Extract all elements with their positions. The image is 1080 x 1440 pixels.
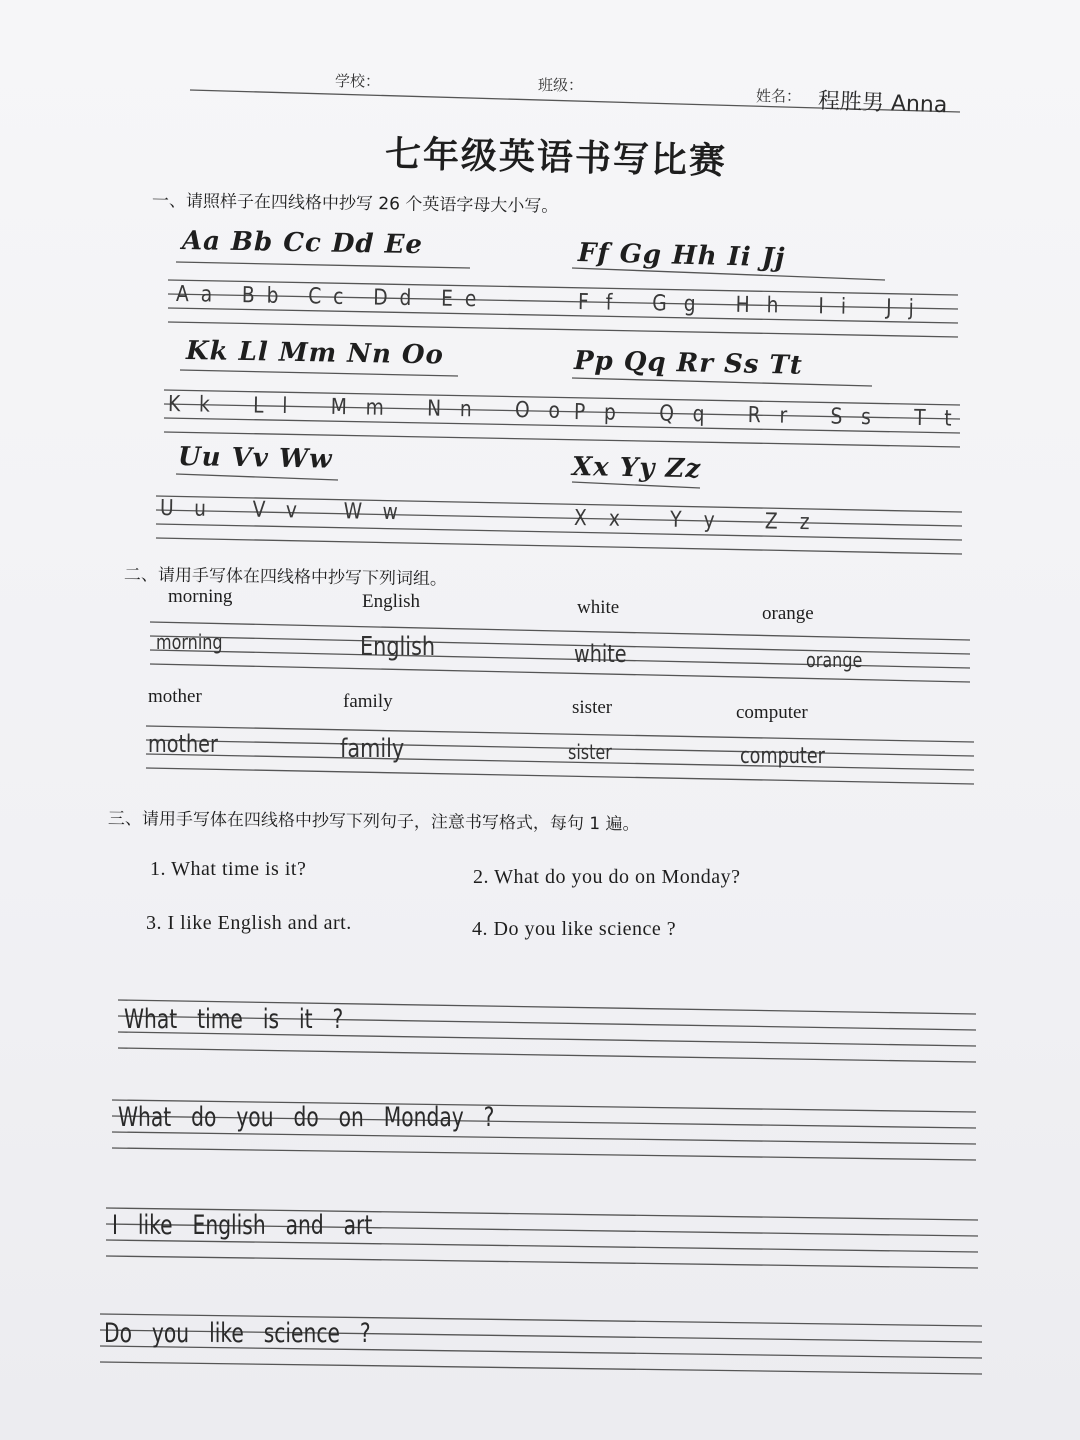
- handwritten-letters: Aa Bb Cc Dd Ee: [175, 282, 489, 313]
- model-letters: Uu Vv Ww: [177, 442, 333, 475]
- word-orange: orange: [762, 603, 814, 624]
- section3-instruction: 三、请用手写体在四线格中抄写下列句子，注意书写格式，每句 1 遍。: [107, 809, 640, 835]
- handwritten-letters: Uu Vv Ww: [159, 496, 419, 526]
- model-line: [176, 262, 470, 268]
- handwritten-word: sister: [568, 740, 612, 764]
- model-line: [572, 378, 872, 386]
- handwritten-sentence: What do you do on Monday ?: [118, 1102, 495, 1133]
- handwritten-letters: Xx Yy Zz: [573, 506, 832, 536]
- handwritten-word: white: [574, 640, 627, 668]
- page-title: 七年级英语书写比赛: [384, 134, 728, 183]
- handwritten-word: morning: [156, 630, 223, 654]
- section2-instruction: 二、请用手写体在四线格中抄写下列词组。: [123, 565, 448, 590]
- handwritten-letters: Pp Qq Rr Ss Tt: [573, 400, 971, 432]
- model-letters: Aa Bb Cc Dd Ee: [181, 226, 424, 261]
- handwritten-letters: Ff Gg Hh Ii Jj: [577, 290, 931, 322]
- name-value: 程胜男 Anna: [817, 88, 948, 119]
- handwritten-sentence: I like English and art: [112, 1210, 373, 1241]
- handwritten-sentence: What time is it ?: [124, 1004, 344, 1035]
- model-letters: Pp Qq Rr Ss Tt: [573, 346, 804, 381]
- handwritten-word: computer: [740, 744, 825, 769]
- handwritten-sentence: Do you like science ?: [104, 1318, 371, 1349]
- handwritten-letters: Kk Ll Mm Nn Oo: [167, 392, 579, 425]
- model-letters: Kk Ll Mm Nn Oo: [185, 336, 445, 371]
- sentence-2: 2. What do you do on Monday?: [473, 866, 741, 888]
- word-sister: sister: [572, 697, 613, 718]
- handwritten-word: English: [360, 632, 436, 662]
- handwritten-word: mother: [148, 730, 218, 758]
- word-white: white: [577, 597, 620, 618]
- class-label: 班级：: [538, 76, 584, 94]
- name-label: 姓名：: [756, 87, 802, 105]
- sentence-3: 3. I like English and art.: [146, 912, 352, 934]
- word-morning: morning: [168, 586, 233, 607]
- school-label: 学校：: [335, 72, 381, 90]
- section1-instruction: 一、请照样子在四线格中抄写 26 个英语字母大小写。: [151, 191, 559, 217]
- word-computer: computer: [736, 702, 808, 723]
- model-line: [176, 474, 338, 480]
- model-letters: Ff Gg Hh Ii Jj: [577, 238, 786, 274]
- sentence-4: 4. Do you like science ?: [472, 918, 677, 940]
- sentence-1: 1. What time is it?: [150, 858, 307, 880]
- model-letters: Xx Yy Zz: [571, 452, 702, 485]
- handwritten-word: family: [340, 734, 405, 764]
- model-line: [180, 370, 458, 376]
- word-family: family: [343, 691, 393, 712]
- four-line-grid-5: [146, 726, 974, 784]
- handwritten-word: orange: [806, 648, 863, 672]
- word-english: English: [362, 591, 421, 612]
- word-mother: mother: [148, 686, 202, 707]
